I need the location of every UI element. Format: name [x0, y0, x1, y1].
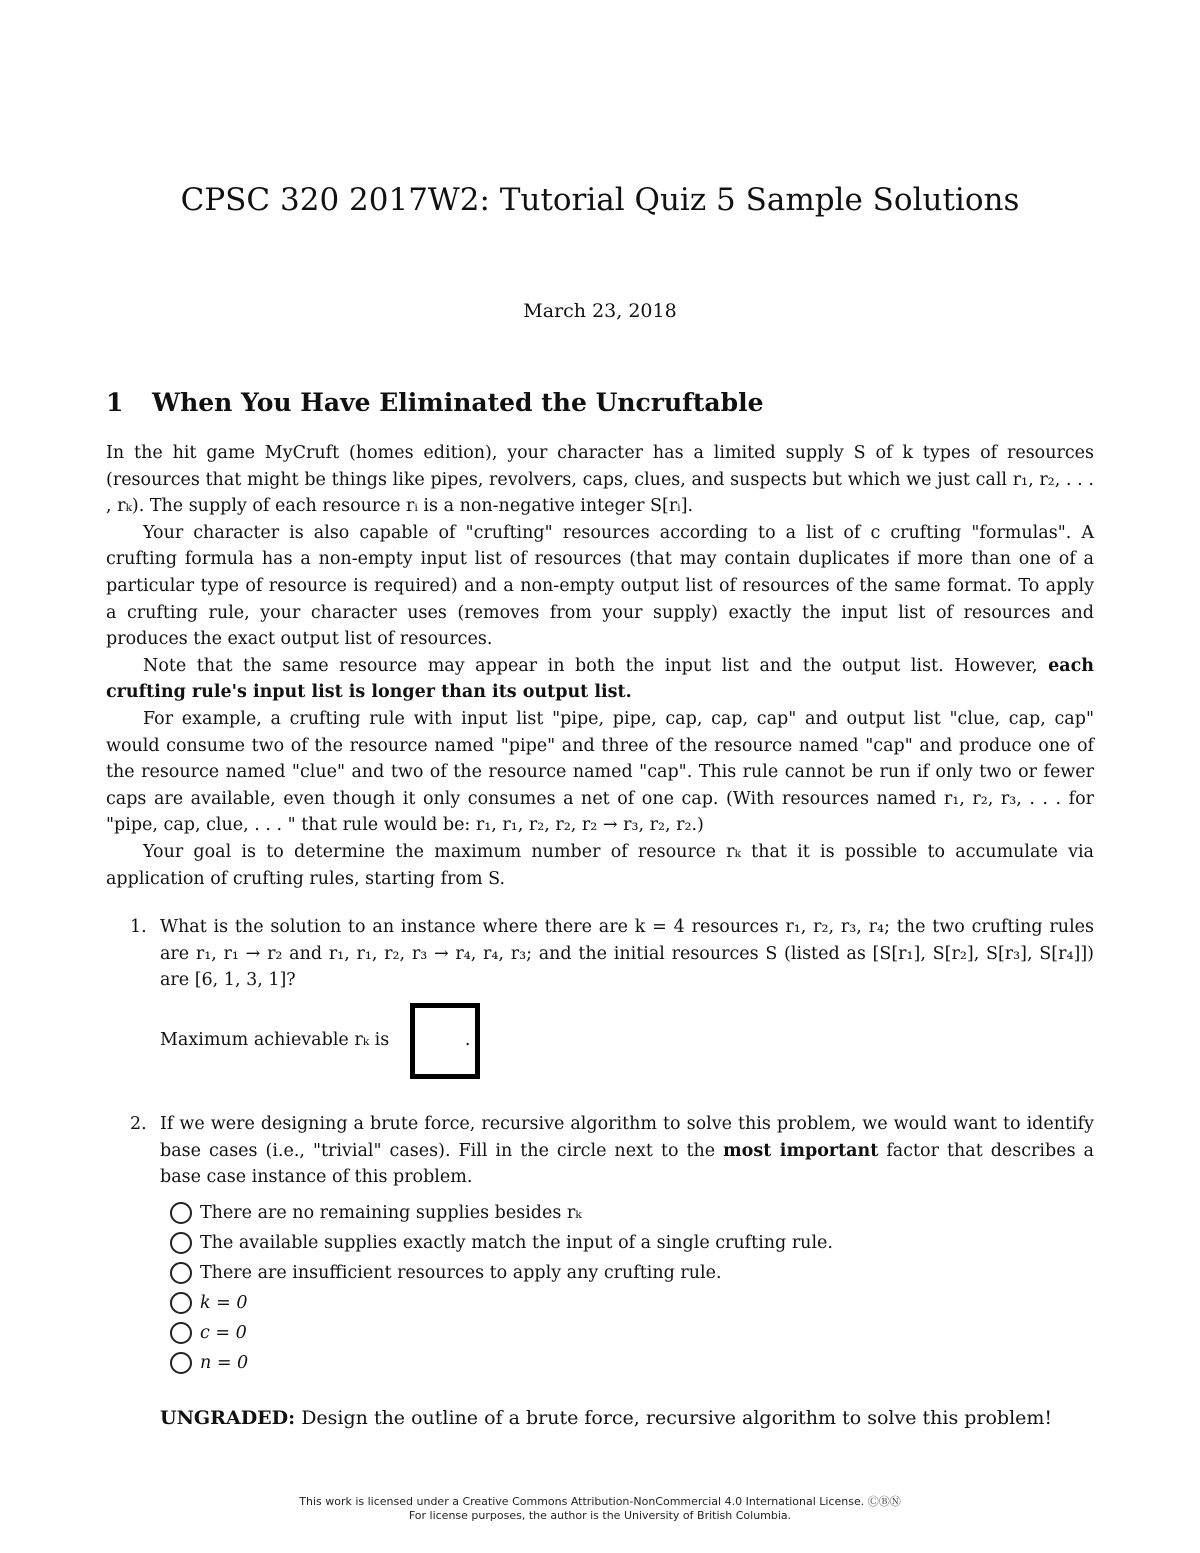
answer-suffix: .	[464, 1030, 471, 1050]
license-line-1: This work is licensed under a Creative Commons Attribution-NonCommercial 4.0 International License. ⒸⒷⓃ	[299, 1495, 901, 1508]
option-2[interactable]	[170, 1228, 833, 1258]
paragraph-2: Your character is also capable of "crufting" resources according to a list of c crufting "formulas". A crufting formula has a non-empty input list of resources (that may contain duplicates if more than one of a particular type of resource is required) and a non-empty output list of resources of the same format. To apply a crufting rule, your character uses (removes from your supply) exactly the input list of resources and produces the exact output list of resources.	[106, 522, 1094, 650]
option-6-label: n = 0	[200, 1353, 249, 1373]
question-1-number: 1.	[130, 917, 147, 937]
document-title: CPSC 320 2017W2: Tutorial Quiz 5 Sample Solutions	[180, 182, 1020, 218]
intro-text	[106, 440, 1094, 892]
radio-circle-icon[interactable]	[170, 1232, 192, 1254]
question-list-2	[130, 1111, 1094, 1191]
option-5[interactable]	[170, 1318, 833, 1348]
radio-circle-icon[interactable]	[170, 1292, 192, 1314]
ungraded-note	[160, 1407, 1052, 1429]
question-2-emphasis: most important	[723, 1140, 879, 1161]
ungraded-text: Design the outline of a brute force, recursive algorithm to solve this problem!	[295, 1407, 1053, 1429]
section-number: 1	[106, 388, 124, 417]
paragraph-1: In the hit game MyCruft (homes edition), your character has a limited supply S of k types of resources (resources that might be things like pipes, revolvers, caps, clues, and suspects but which we just call r₁, r₂, . . . , rₖ). The supply of each resource rᵢ is a non-negative integer S[rᵢ].	[106, 443, 1094, 517]
answer-box[interactable]	[410, 1003, 480, 1079]
question-2	[130, 1111, 1094, 1191]
question-list	[130, 914, 1094, 994]
option-1[interactable]	[170, 1198, 833, 1228]
question-1	[130, 914, 1094, 994]
paragraph-3-emphasis: each crufting rule's input list is longer than its output list.	[106, 655, 1094, 703]
answer-prompt: Maximum achievable rₖ is	[160, 1030, 390, 1050]
question-1-text: What is the solution to an instance where there are k = 4 resources r₁, r₂, r₃, r₄; the two crufting rules are r₁, r₁ → r₂ and r₁, r₁, r₂, r₃ → r₄, r₄, r₃; and the initial resources S (listed as [S[r₁], S[r₂], S[r₃], S[r₄]]) are [6, 1, 3, 1]?	[160, 917, 1094, 991]
question-2-text-start: If we were designing a brute force, recursive algorithm to solve this problem, we would want to identify base cases (i.e., "trivial" cases). Fill in the circle next to the	[160, 1114, 1094, 1161]
paragraph-4: For example, a crufting rule with input list "pipe, pipe, cap, cap, cap" and output list "clue, cap, cap" would consume two of the resource named "pipe" and three of the resource named "cap" and produce one of the resource named "clue" and two of the resource named "cap". This rule cannot be run if only two or fewer caps are available, even though it only consumes a net of one cap. (With resources named r₁, r₂, r₃, . . . for "pipe, cap, clue, . . . " that rule would be: r₁, r₁, r₂, r₂, r₂ → r₃, r₂, r₂.)	[106, 708, 1094, 836]
radio-circle-icon[interactable]	[170, 1202, 192, 1224]
option-4-label: k = 0	[200, 1293, 248, 1313]
option-6[interactable]	[170, 1348, 833, 1378]
question-2-number: 2.	[130, 1114, 147, 1134]
option-1-label: There are no remaining supplies besides rₖ	[200, 1203, 582, 1223]
option-3-label: There are insufficient resources to apply any crufting rule.	[200, 1263, 722, 1283]
option-5-label: c = 0	[200, 1323, 247, 1343]
document-date: March 23, 2018	[523, 300, 677, 322]
paragraph-3	[106, 653, 1094, 706]
option-4[interactable]	[170, 1288, 833, 1318]
license-line-2: For license purposes, the author is the University of British Columbia.	[408, 1509, 792, 1522]
option-2-label: The available supplies exactly match the input of a single crufting rule.	[200, 1233, 833, 1253]
section-heading	[106, 388, 764, 417]
paragraph-5: Your goal is to determine the maximum number of resource rₖ that it is possible to accumulate via application of crufting rules, starting from S.	[106, 841, 1094, 889]
radio-circle-icon[interactable]	[170, 1322, 192, 1344]
paragraph-3-text: Note that the same resource may appear in both the input list and the output list. However,	[143, 655, 1049, 676]
section-title: When You Have Eliminated the Uncruftable	[152, 388, 764, 417]
ungraded-label: UNGRADED:	[160, 1407, 296, 1429]
radio-circle-icon[interactable]	[170, 1262, 192, 1284]
option-3[interactable]	[170, 1258, 833, 1288]
option-list	[170, 1198, 833, 1378]
license-footer	[0, 1495, 1200, 1523]
question-2-text-end: factor that describes a base case instance of this problem.	[160, 1140, 1094, 1188]
radio-circle-icon[interactable]	[170, 1352, 192, 1374]
